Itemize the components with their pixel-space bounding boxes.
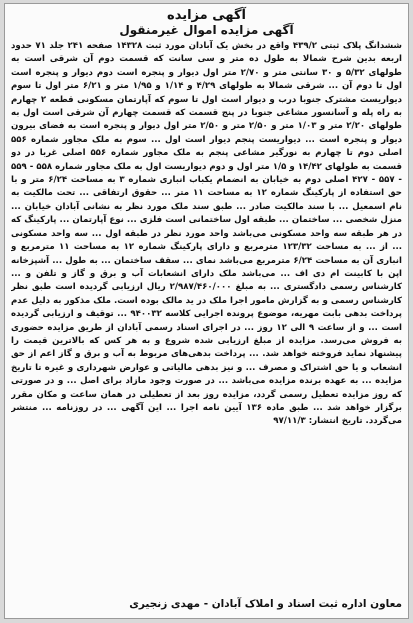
notice-page xyxy=(4,3,409,619)
notice-signature: معاون اداره ثبت اسناد و املاک آبادان - مهدی زنجیری xyxy=(129,598,402,610)
notice-subtitle: آگهی مزایده اموال غیرمنقول xyxy=(119,23,294,37)
notice-title: آگهی مزایده xyxy=(167,8,246,23)
notice-body: ششدانگ پلاک ثبتی ۴۳۹/۲ واقع در بخش یک آبادان مورد ثبت ۱۴۳۲۸ صفحه ۲۴۱ جلد ۷۱ حدود اربعه بدین شرح شمالا به طول ده متر و سی سانت که قسمت دوم آن شرقی است به طولهای ۵/۳۲ و ۳۰ سانتی متر و ۲/۷۰ متر اول دیوار و پنجره است دوم دیوار و پنجره است اول تا دوم آن ... شرقی شمالا به طولهای ۴/۲۹ و ۱/۱۴ و ۱/۹۵ متر و ۶/۲۱ متر اول تا سوم دیواریست مشترک جنوبا درب و دیوار است اول تا سوم که آپارتمان مسکونی قطعه ۲ چهارم به راه پله و آسانسور مشاعی جنوبا در پنج قسمت که قسمت چهارم آن شرقی است اول به طولهای ۲/۲۰ متر و ۱/۰۳ متر و ۲/۵۰ متر و ۲/۵۰ متر اول دیوار و پنجره است به فضای بیرون دیوار و پنجره است ... دیواریست پنجم دیوار است اول ... سوم به ملک مجاور شماره ۵۵۶ اصلی دوم تا چهارم به نورگیر مشاعی پنجم به ملک مجاور شماره ۵۵۶ اصلی غربا در دو قسمت به طولهای ۱۴/۴۲ و ۱/۵ متر اول و دوم دیواریست اول به ملک مجاور شماره ۵۵۸ - ۵۵۹ - ۵۵۷ - ۴۲۷ اصلی دوم به خیابان به انضمام یکباب انباری شماره ۳ به مساحت ۶/۲۴ متر و با حق استفاده از پارکینگ شماره ۱۲ به مساحت ۱۱ متر ... حقوق ارتفاقی ... تحت مالکیت به نام اسمعیل ... با سند مالکیت صادر ... طبق سند ملک مورد نظر به نشانی آبادان خیابان ... منزل شخصی ... ساختمان ... طبقه اول ساختمانی است فلزی ... نوع آپارتمان ... پارکینگ که در هر طبقه سه واحد مسکونی می‌باشد واحد مورد نظر در طبقه اول ... سه واحد مسکونی ... از ... به مساحت ۱۲۳/۳۲ مترمربع و دارای پارکینگ شماره ۱۲ به مساحت ۱۱ مترمربع و انباری آن به مساحت ۶/۲۴ مترمربع می‌باشد نمای ... سقف ساختمان ... به طول ... آشپزخانه اپن با کابینت ام دی اف ... می‌باشد ملک دارای انشعابات آب و برق و گاز و تلفن و ... کارشناس رسمی دادگستری ... به مبلغ ۲/۹۸۷/۴۶۰/۰۰۰ ریال ارزیابی گردیده است طبق نظر کارشناس رسمی و به گزارش مامور اجرا ملک در ید مالک بوده است. ملک مذکور به دلیل عدم پرداخت بدهی بابت مهریه، موضوع پرونده اجرایی کلاسه ۹۴۰۰۳۲ ... توقیف و ارزیابی گردیده است ... و از ساعت ۹ الی ۱۲ روز ... در اجرای اسناد رسمی آبادان از طریق مزایده حضوری به فروش می‌رسد. مزایده از مبلغ ارزیابی شده شروع و به هر کس که بالاترین قیمت را پیشنهاد نماید فروخته خواهد شد. ... پرداخت بدهی‌های مربوط به آب و برق و گاز اعم از حق انشعاب و یا حق اشتراک و مصرف ... و نیز بدهی مالیاتی و عوارض شهرداری و غیره تا تاریخ مزایده ... به عهده برنده مزایده می‌باشد ... در صورت وجود مازاد برای اصل ... و در صورتی که روز مزایده تعطیل رسمی گردد، مزایده روز بعد از تعطیلی در همان ساعت و مکان مقرر برگزار خواهد شد ... طبق ماده ۱۳۶ آیین نامه اجرا ... این آگهی ... در روزنامه ... منتشر می‌گردد. تاریخ انتشار: ۹۷/۱۱/۳ xyxy=(11,41,402,427)
